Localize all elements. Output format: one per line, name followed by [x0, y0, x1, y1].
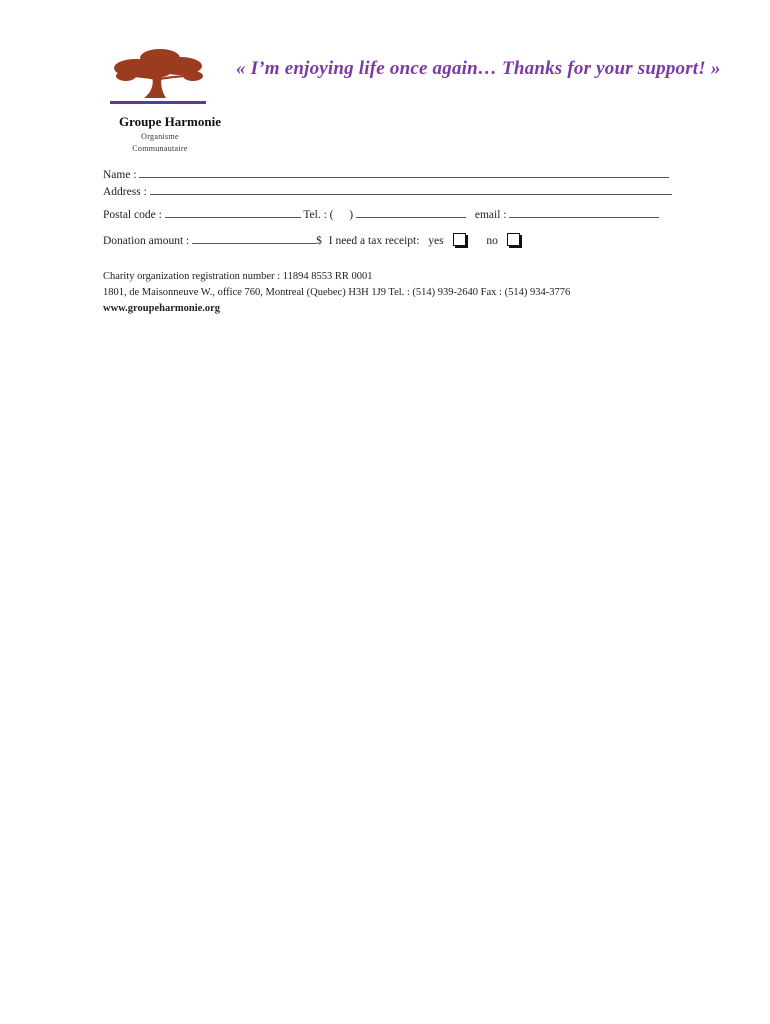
slogan: « I’m enjoying life once again… Thanks for your support! »	[236, 58, 721, 79]
address-field[interactable]	[150, 183, 672, 195]
contact-address: 1801, de Maisonneuve W., office 760, Montreal (Quebec) H3H 1J9 Tel. : (514) 939-2640 Fax : (514) 934-3776	[103, 287, 571, 298]
postal-code-label: Postal code :	[103, 209, 162, 221]
donation-currency: $	[316, 235, 322, 247]
name-row	[103, 166, 683, 183]
postal-tel-email-row	[103, 206, 683, 223]
org-subtitle-line1: Organisme	[141, 132, 179, 141]
address-row	[103, 183, 683, 200]
email-label: email :	[474, 209, 507, 221]
donation-amount-field[interactable]	[192, 232, 316, 244]
yes-label: yes	[428, 235, 444, 247]
org-logo	[100, 46, 220, 108]
org-subtitle	[108, 131, 212, 155]
org-name: Groupe Harmonie	[119, 114, 221, 129]
donation-label: Donation amount :	[103, 235, 190, 247]
name-label: Name :	[103, 169, 137, 181]
org-subtitle-line2: Communautaire	[132, 144, 188, 153]
tel-area-code-field[interactable]	[336, 207, 346, 218]
website-link[interactable]: www.groupeharmonie.org	[103, 303, 221, 314]
address-label: Address :	[103, 186, 147, 198]
bonsai-tree-icon	[108, 46, 208, 108]
postal-code-field[interactable]	[165, 206, 301, 218]
name-field[interactable]	[139, 166, 669, 178]
tel-paren-close: )	[349, 209, 354, 221]
registration-number: Charity organization registration number : 11894 8553 RR 0001	[103, 271, 373, 282]
email-field[interactable]	[509, 206, 659, 218]
yes-checkbox[interactable]	[453, 233, 466, 246]
tax-receipt-question: I need a tax receipt:	[328, 235, 420, 247]
footer	[103, 269, 570, 317]
donation-form	[103, 166, 683, 249]
donation-row	[103, 232, 683, 249]
tel-field[interactable]	[356, 206, 466, 218]
no-label: no	[486, 235, 498, 247]
tel-label: Tel. : (	[303, 209, 334, 221]
no-checkbox[interactable]	[507, 233, 520, 246]
